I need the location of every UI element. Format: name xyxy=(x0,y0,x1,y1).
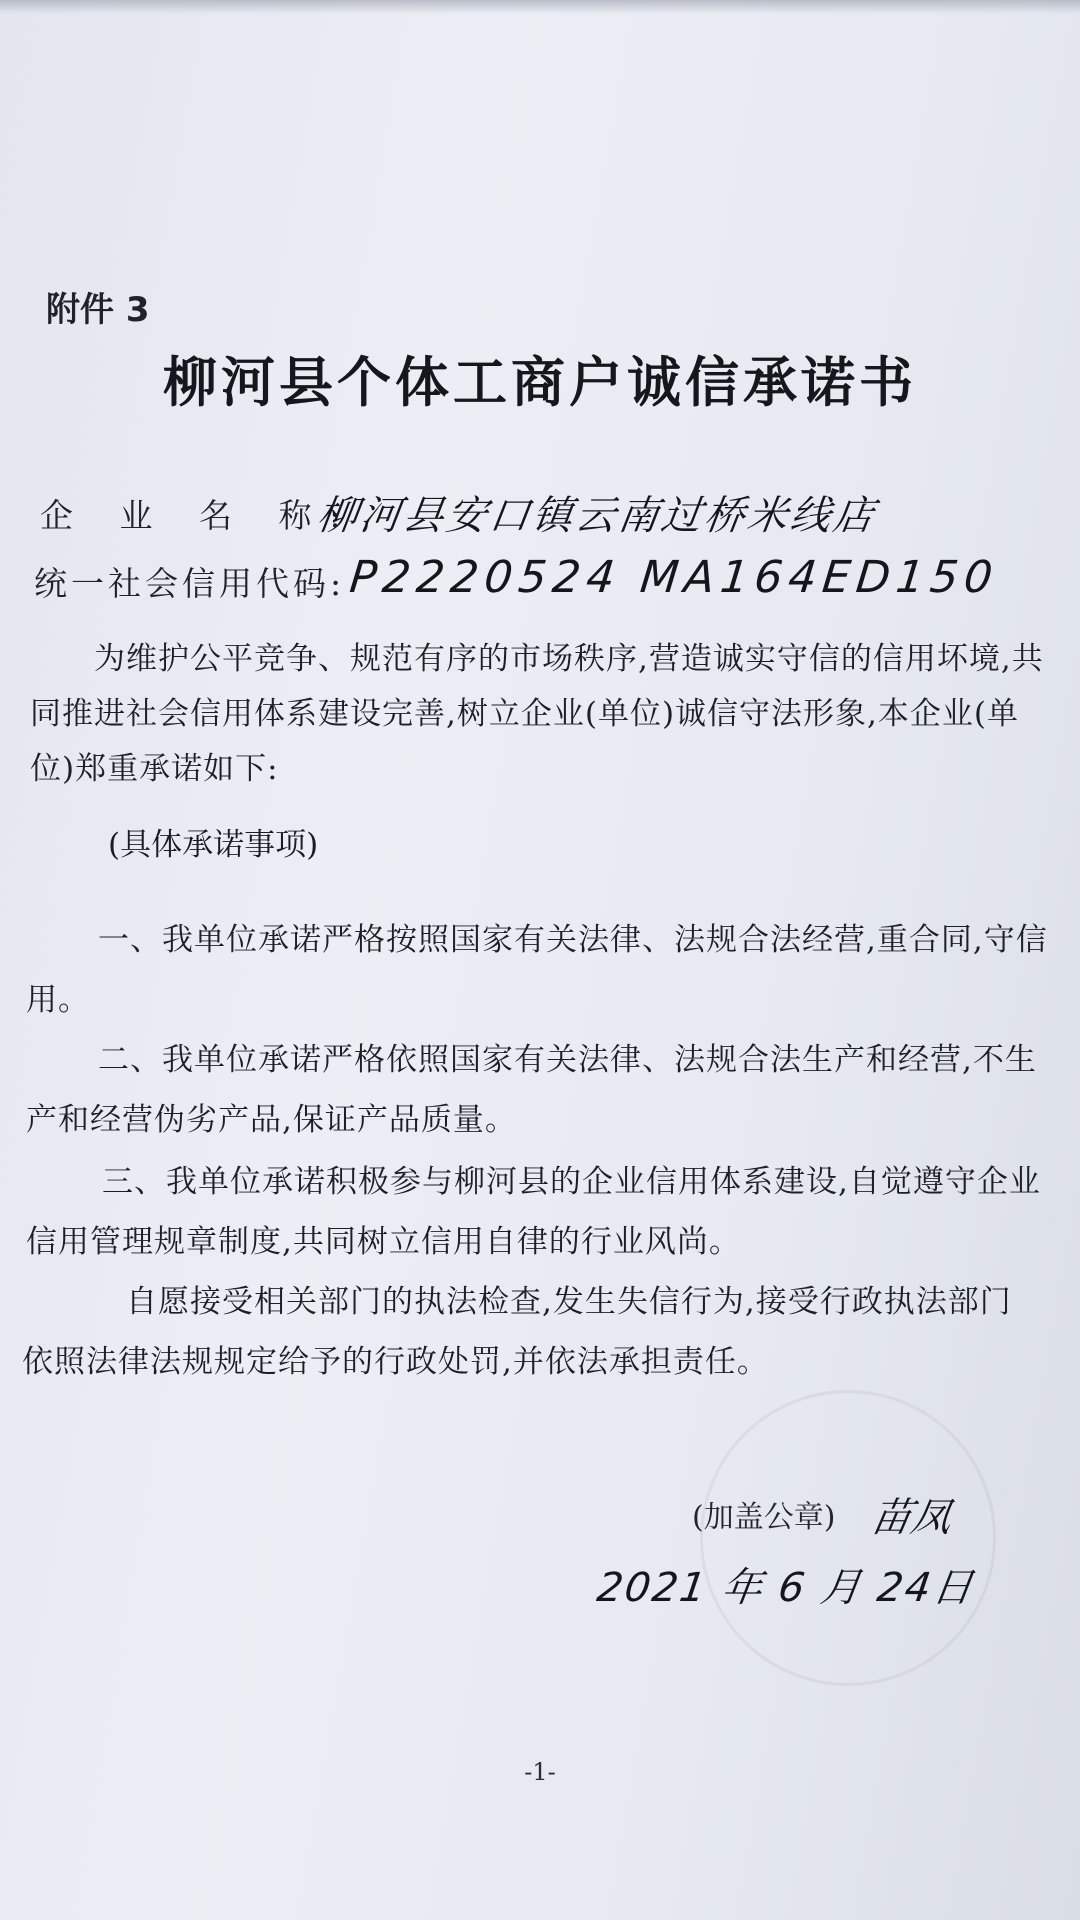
commitment-item-3: 三、我单位承诺积极参与柳河县的企业信用体系建设,自觉遵守企业信用管理规章制度,共同树立信用自律的行业风尚。 xyxy=(26,1164,1041,1260)
page-number: -1- xyxy=(524,1758,556,1786)
intro-paragraph: 为维护公平竞争、规范有序的市场秩序,营造诚实守信的信用坏境,共同推进社会信用体系建设完善,树立企业(单位)诚信守法形象,本企业(单位)郑重承诺如下: xyxy=(30,641,1044,787)
company-name-label: 企 业 名 称: xyxy=(40,496,359,535)
signing-date: 2021 年 6 月 24日 xyxy=(594,1565,978,1611)
attachment-label: 附件 3 xyxy=(46,290,150,330)
faint-seal-stamp xyxy=(700,1390,996,1686)
seal-label: (加盖公章) xyxy=(692,1500,836,1535)
commitment-item-2: 二、我单位承诺严格依照国家有关法律、法规合法生产和经营,不生产和经营伪劣产品,保证产品质量。 xyxy=(26,1042,1037,1138)
credit-code-label: 统一社会信用代码: xyxy=(34,564,346,603)
acceptance-paragraph: 自愿接受相关部门的执法检查,发生失信行为,接受行政执法部门依照法律法规规定给予的行政处罚,并依法承担责任。 xyxy=(22,1284,1012,1380)
credit-code-value: P2220524 MA164ED150 xyxy=(347,552,1001,603)
commitment-heading: (具体承诺事项) xyxy=(108,827,319,863)
signature: 苗凤 xyxy=(867,1495,956,1541)
document-title: 柳河县个体工商户诚信承诺书 xyxy=(163,350,917,414)
company-name-value: 柳河县安口镇云南过桥米线店 xyxy=(314,493,880,539)
commitment-item-1: 一、我单位承诺严格按照国家有关法律、法规合法经营,重合同,守信用。 xyxy=(26,922,1048,1018)
